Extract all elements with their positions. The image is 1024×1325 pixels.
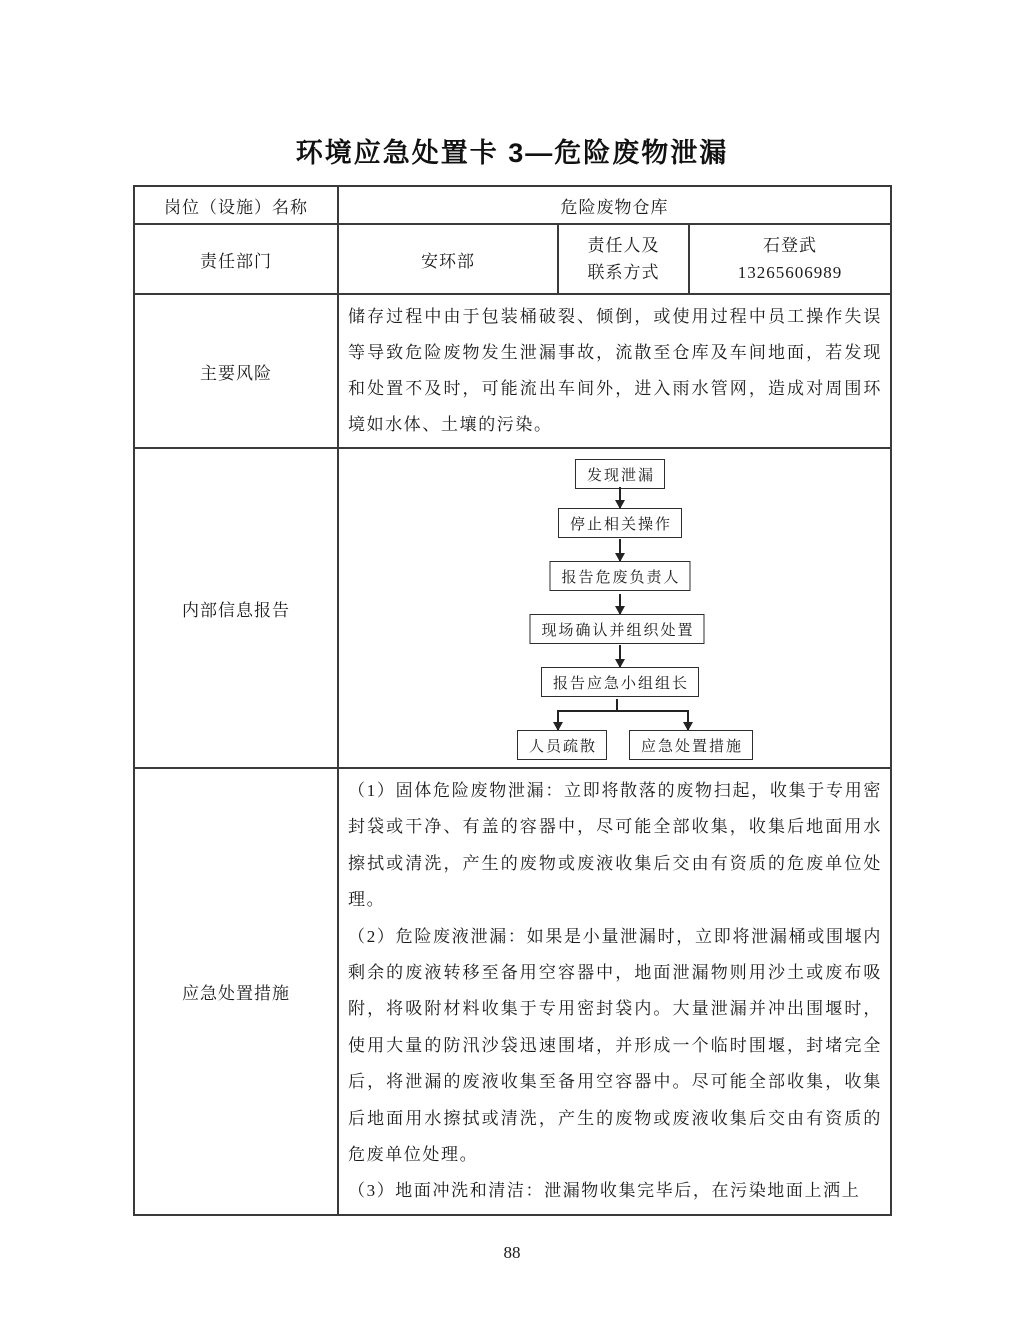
flow-step-discover-leak: 发现泄漏 [575,459,665,489]
cell-measures-label: 应急处置措施 [134,768,338,1215]
page-number: 88 [503,1243,521,1262]
cell-department-label: 责任部门 [134,224,338,294]
flow-arrow-icon [619,487,621,508]
flow-step-stop-operations: 停止相关操作 [558,508,682,538]
cell-contact-value [689,224,891,294]
cell-contact-label [558,224,689,294]
table-row [134,294,891,448]
flow-step-onsite-confirm: 现场确认并组织处置 [529,614,704,644]
flow-branch-emergency-measures: 应急处置措施 [629,730,753,760]
internal-report-flowchart [338,448,891,768]
measures-paragraph-1: （1）固体危险废物泄漏：立即将散落的废物扫起，收集于专用密封袋或干净、有盖的容器中，尽可能全部收集，收集后地面用水擦拭或清洗，产生的废物或废液收集后交由有资质的危废单位处理。 [348,781,883,910]
cell-position-value: 危险废物仓库 [338,186,891,224]
emergency-card-table [133,185,892,1216]
flow-branch-line [557,710,689,712]
cell-risk-text: 储存过程中由于包装桶破裂、倾倒，或使用过程中员工操作失误等导致危险废物发生泄漏事故，流散至仓库及车间地面，若发现和处置不及时，可能流出车间外，进入雨水管网，造成对周围环境如水体、土壤的污染。 [338,294,891,448]
table-row [134,224,891,294]
cell-report-label: 内部信息报告 [134,448,338,768]
table-row [134,186,891,224]
flow-step-report-team-leader: 报告应急小组组长 [541,667,699,697]
flow-arrow-icon [557,711,559,730]
cell-measures-text [338,768,891,1215]
flow-branch-evacuation: 人员疏散 [517,730,607,760]
table-row [134,448,891,768]
contact-phone: 13265606989 [737,263,843,282]
table-row [134,768,891,1215]
cell-risk-label: 主要风险 [134,294,338,448]
cell-position-label: 岗位（设施）名称 [134,186,338,224]
contact-label-line2: 联系方式 [587,263,660,282]
cell-department-value: 安环部 [338,224,558,294]
flow-arrow-icon [619,594,621,614]
flow-arrow-icon [619,539,621,561]
contact-label-line1: 责任人及 [587,236,660,255]
flow-arrow-icon [619,645,621,667]
measures-paragraph-2: （2）危险废液泄漏：如果是小量泄漏时，立即将泄漏桶或围堰内剩余的废液转移至备用空容器中，地面泄漏物则用沙土或废布吸附，将吸附材料收集于专用密封袋内。大量泄漏并冲出围堰时，使用大量的防汛沙袋迅速围堵，并形成一个临时围堰，封堵完全后，将泄漏的废液收集至备用空容器中。尽可能全部收集，收集后地面用水擦拭或清洗，产生的废物或废液收集后交由有资质的危废单位处理。 [348,926,883,1165]
flow-arrow-icon [687,711,689,730]
flow-step-report-hazwaste-manager: 报告危废负责人 [549,561,690,591]
page-title: 环境应急处置卡 3—危险废物泄漏 [295,138,729,168]
contact-name: 石登武 [763,236,818,255]
measures-paragraph-3: （3）地面冲洗和清洁：泄漏物收集完毕后，在污染地面上洒上 [348,1181,861,1201]
